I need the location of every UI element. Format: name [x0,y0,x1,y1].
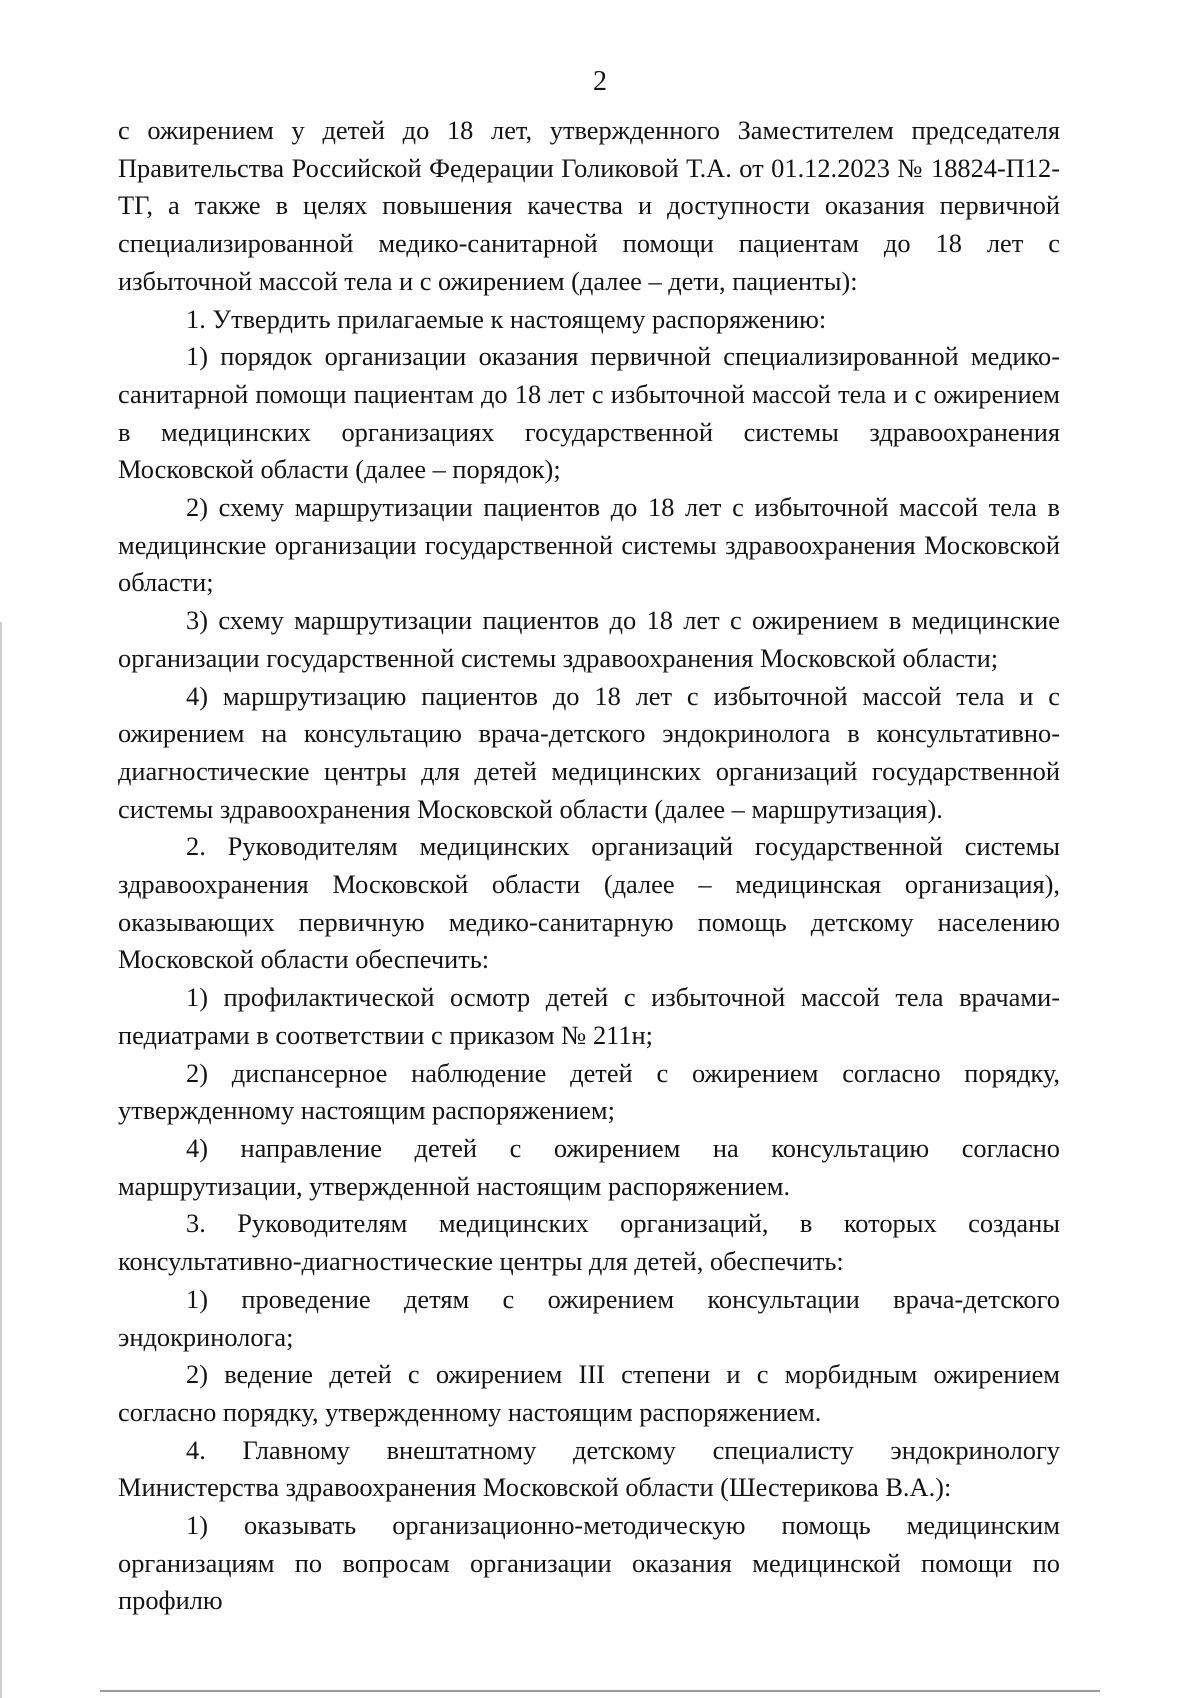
paragraph-item-1-2: 2) схему маршрутизации пациентов до 18 лет с избыточной массой тела в медицинские организации государственной системы здравоохранения Московской области; [118,492,1060,598]
paragraph-item-1-3: 3) схему маршрутизации пациентов до 18 лет с ожирением в медицинские организации государственной системы здравоохранения Московской области; [118,605,1060,673]
scan-edge-left [0,622,2,1698]
paragraph-item-1-4: 4) маршрутизацию пациентов до 18 лет с избыточной массой тела и с ожирением на консультацию врача-детского эндокринолога в консультативно-диагностические центры для детей медицинских организаций государственной системы здравоохранения Московской области (далее – маршрутизация). [118,680,1060,824]
paragraph-item-3-2: 2) ведение детей с ожирением III степени и с морбидным ожирением согласно порядку, утвержденному настоящим распоряжением. [118,1359,1060,1427]
paragraph-item-1-1: 1) порядок организации оказания первичной специализированной медико-санитарной помощи пациентам до 18 лет с избыточной массой тела и с ожирением в медицинских организациях государственной системы здравоохранения Московской области (далее – порядок); [118,341,1060,485]
paragraph-item-2-2: 2) диспансерное наблюдение детей с ожирением согласно порядку, утвержденному настоящим распоряжением; [118,1057,1060,1126]
scan-edge-bottom [100,1690,1100,1692]
paragraph-item-4: 4. Главному внештатному детскому специалисту эндокринологу Министерства здравоохранения Московской области (Шестерикова В.А.): [118,1434,1060,1503]
page-number: 2 [593,66,607,97]
paragraph-item-2-4: 4) направление детей с ожирением на консультацию согласно маршрутизации, утвержденной настоящим распоряжением. [118,1132,1060,1201]
paragraph-item-4-1: 1) оказывать организационно-методическую помощь медицинским организациям по вопросам организации оказания медицинской помощи по профилю [118,1510,1060,1616]
paragraph-item-2-1: 1) профилактической осмотр детей с избыточной массой тела врачами-педиатрами в соответствии с приказом № 211н; [118,982,1060,1050]
paragraph-item-1: 1. Утвердить прилагаемые к настоящему распоряжению: [186,303,827,334]
paragraph-item-2: 2. Руководителям медицинских организаций государственной системы здравоохранения Московской области (далее – медицинская организация), оказывающих первичную медико-санитарную помощь детскому населению Московской области обеспечить: [118,831,1060,975]
paragraph-item-3-1: 1) проведение детям с ожирением консультации врача-детского эндокринолога; [118,1283,1060,1352]
paragraph-intro-continuation: с ожирением у детей до 18 лет, утвержденного Заместителем председателя Правительства Российской Федерации Голиковой Т.А. от 01.12.2023 № 18824-П12-ТГ, а также в целях повышения качества и доступности оказания первичной специализированной медико-санитарной помощи пациентам до 18 лет с избыточной массой тела и с ожирением (далее – дети, пациенты): [118,115,1060,296]
document-body [118,112,1060,1620]
paragraph-item-3: 3. Руководителям медицинских организаций, в которых созданы консультативно-диагностические центры для детей, обеспечить: [118,1208,1060,1277]
